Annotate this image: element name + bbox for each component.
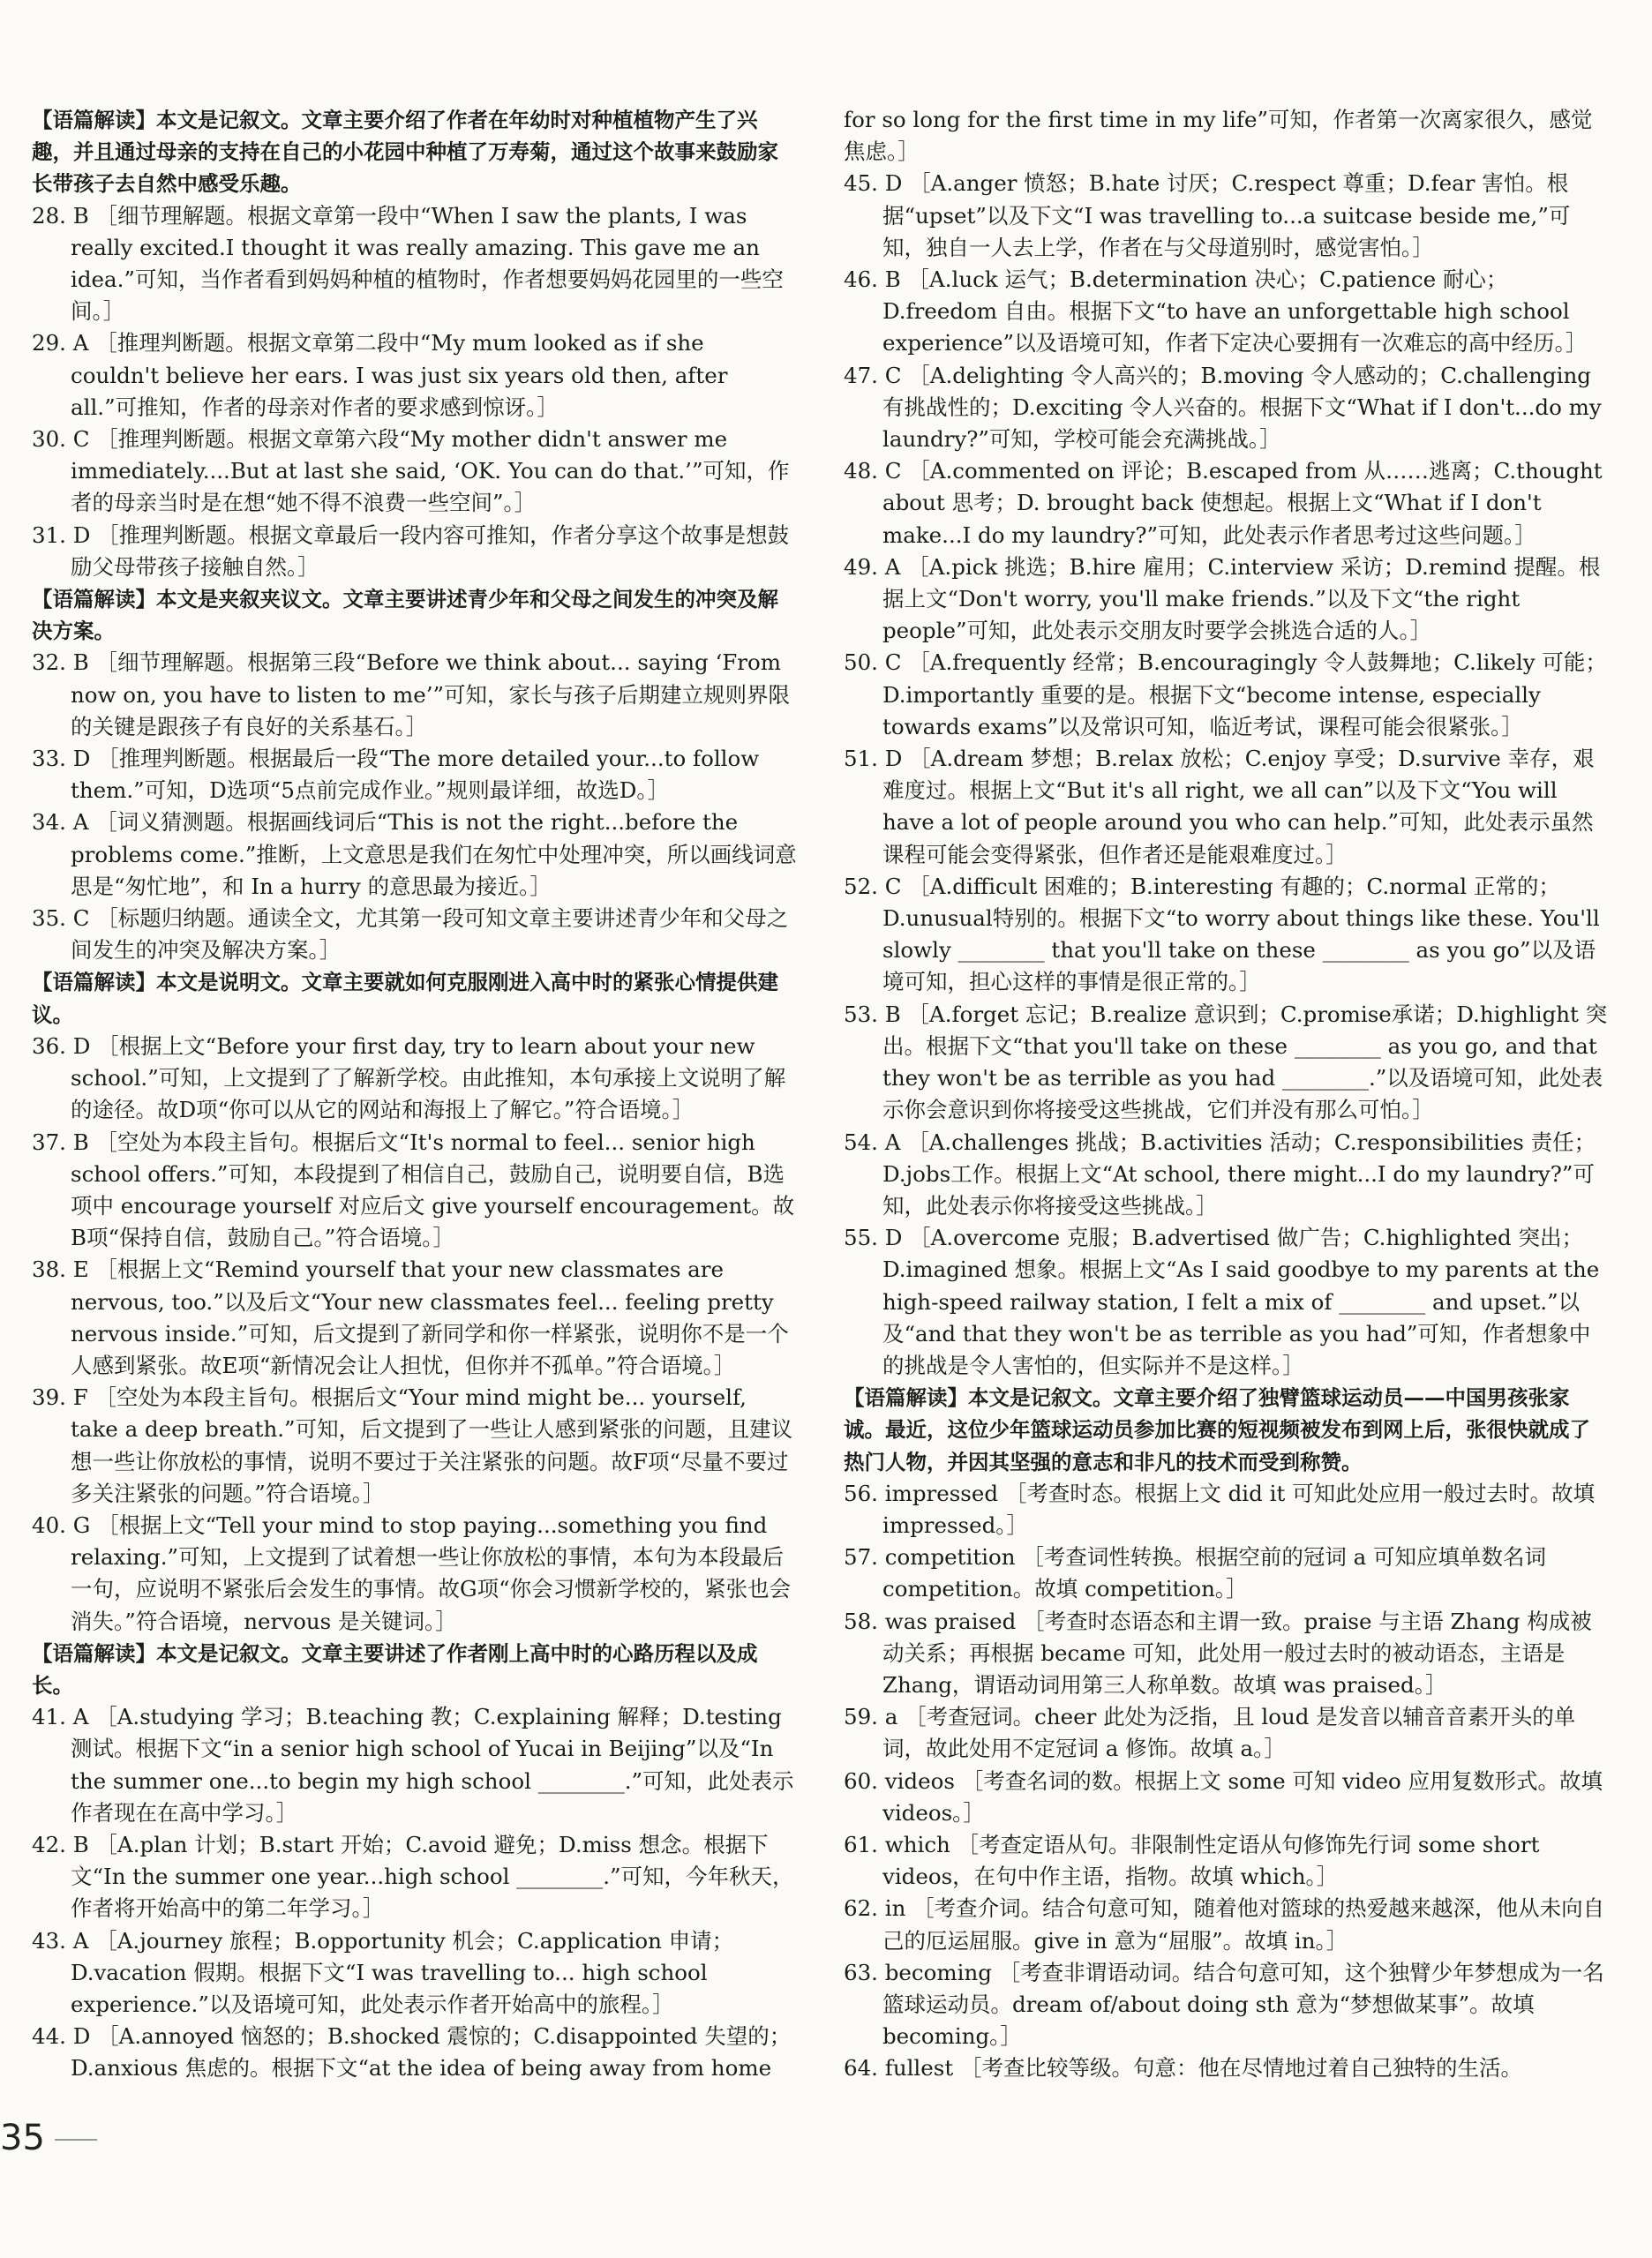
answer-item: 51. D ［A.dream 梦想；B.relax 放松；C.enjoy 享受；D.survive 幸存，艰难度过。根据上文“But it's all right, we all can”以及下文“You will have a lot of people around you who can help.”可知，此处表示虽然课程可能会变得紧张，但作者还是能艰难度过。］ — [844, 746, 1595, 867]
passage-intro-tag: 【语篇解读】 — [32, 587, 156, 612]
answer-item: 43. A ［A.journey 旅程；B.opportunity 机会；C.application 申请；D.vacation 假期。根据下文“I was travelling to... high school experience.”以及语境可知，此处表示作者开始高中的旅程。］ — [32, 1927, 734, 2017]
answer-item: 29. A ［推理判断题。根据文章第二段中“My mum looked as if she couldn't believe her ears. I was just six years old then, after all.”可推知，作者的母亲对作者的要求感到惊讶。］ — [32, 330, 728, 420]
answer-item: 41. A ［A.studying 学习；B.teaching 教；C.explaining 解释；D.testing 测试。根据下文“in a senior high school of Yucai in Beijing”以及“In the summer one...to begin my high school ________.”可知，此处表示作者现在在高中学习。］ — [32, 1704, 794, 1826]
answer-item: 55. D ［A.overcome 克服；B.advertised 做广告；C.highlighted 突出；D.imagined 想象。根据上文“As I said goodbye to my parents at the high-speed railway station, I felt a mix of ________ and upset.”以及“and that they won't be as terrible as you had”可知，作者想象中的挑战是令人害怕的，但实际并不是这样。］ — [844, 1225, 1600, 1378]
page-number: 35 — [0, 2118, 45, 2158]
answer-item: 30. C ［推理判断题。根据文章第六段“My mother didn't answer me immediately....But at last she said, ‘OK. You can do that.’”可知，作者的母亲当时是在想“她不得不浪费一些空间”。］ — [32, 426, 790, 516]
passage-intro-text: 本文是记叙文。文章主要介绍了独臂篮球运动员——中国男孩张家诚。最近，这位少年篮球运动员参加比赛的短视频被发布到网上后，张很快就成了热门人物，并因其坚强的意志和非凡的技术而受到称赞。 — [844, 1385, 1590, 1474]
answer-item: 56. impressed ［考查时态。根据上文 did it 可知此处应用一般过去时。故填 impressed。］ — [844, 1480, 1596, 1538]
answer-item: 52. C ［A.difficult 困难的；B.interesting 有趣的；C.normal 正常的；D.unusual特别的。根据下文“to worry about things like these. You'll slowly ________ that you'll take on these ________ as you go”以及语境可知，担心这样的事情是很正常的。］ — [844, 873, 1600, 995]
passage-intro — [32, 583, 798, 647]
answer-item: 63. becoming ［考查非谓语动词。结合句意可知，这个独臂少年梦想成为一名篮球运动员。dream of/about doing sth 意为“梦想做某事”。故填 becoming。］ — [844, 1959, 1604, 2050]
answer-item: 40. G ［根据上文“Tell your mind to stop paying...something you find relaxing.”可知，上文提到了试着想一些让你放松的事情，本句为本段最后一句，应说明不紧张后会发生的事情。故G项“你会习惯新学校的，紧张也会消失。”符合语境，nervous 是关键词。］ — [32, 1512, 792, 1634]
answer-item: 57. competition ［考查词性转换。根据空前的冠词 a 可知应填单数名词 competition。故填 competition。］ — [844, 1544, 1546, 1602]
answer-item: 61. which ［考查定语从句。非限制性定语从句修饰先行词 some short videos，在句中作主语，指物。故填 which。］ — [844, 1831, 1540, 1890]
left-column — [32, 104, 798, 2085]
passage-intro-text: 本文是记叙文。文章主要讲述了作者刚上高中时的心路历程以及成长。 — [32, 1640, 758, 1698]
answer-item: 47. C ［A.delighting 令人高兴的；B.moving 令人感动的；C.challenging 有挑战性的；D.exciting 令人兴奋的。根据下文“What if I don't...do my laundry?”可知，学校可能会充满挑战。］ — [844, 362, 1602, 453]
footer-rule — [55, 2139, 97, 2141]
answer-item: 53. B ［A.forget 忘记；B.realize 意识到；C.promise承诺；D.highlight 突出。根据下文“that you'll take on these ________ as you go, and that they won't be as terrible as you had ________.”以及语境可知，此处表示你会意识到你将接受这些挑战，它们并没有那么可怕。］ — [844, 1001, 1608, 1123]
answer-item: 46. B ［A.luck 运气；B.determination 决心；C.patience 耐心；D.freedom 自由。根据下文“to have an unforgettable high school experience”以及语境可知，作者下定决心要拥有一次难忘的高中经历。］ — [844, 266, 1588, 356]
answer-item: 62. in ［考查介词。结合句意可知，随着他对篮球的热爱越来越深，他从未向自己的厄运屈服。give in 意为“屈服”。故填 in。］ — [844, 1895, 1605, 1954]
answer-item: 38. E ［根据上文“Remind yourself that your new classmates are nervous, too.”以及后文“Your new classmates feel... feeling pretty nervous inside.”可知，后文提到了新同学和你一样紧张，说明你不是一个人感到紧张。故E项“新情况会让人担忧，但你并不孤单。”符合语境。］ — [32, 1257, 789, 1378]
passage-intro-text: 本文是夹叙夹议文。文章主要讲述青少年和父母之间发生的冲突及解决方案。 — [32, 587, 778, 644]
answer-item: 35. C ［标题归纳题。通读全文，尤其第一段可知文章主要讲述青少年和父母之间发生的冲突及解决方案。］ — [32, 905, 789, 964]
answer-item: 28. B ［细节理解题。根据文章第一段中“When I saw the plants, I was really excited.I thought it was really amazing. This gave me an idea.”可知，当作者看到妈妈种植的植物时，作者想要妈妈花园里的一些空间。］ — [32, 202, 784, 325]
answer-item: 36. D ［根据上文“Before your first day, try to learn about your new school.”可知，上文提到了了解新学校。由此推知，本句承接上文说明了解的途径。故D项“你可以从它的网站和海报上了解它。”符合语境。］ — [32, 1032, 786, 1123]
answer-item: 50. C ［A.frequently 经常；B.encouragingly 令人鼓舞地；C.likely 可能；D.importantly 重要的是。根据下文“become intense, especially towards exams”以及常识可知，临近考试，课程可能会很紧张。］ — [844, 649, 1607, 739]
passage-intro-tag: 【语篇解读】 — [32, 970, 156, 995]
passage-intro-text: 本文是说明文。文章主要就如何克服刚进入高中时的紧张心情提供建议。 — [32, 970, 778, 1027]
answer-item: 39. F ［空处为本段主旨句。根据后文“Your mind might be... yourself, take a deep breath.”可知，后文提到了一些让人感到紧张的问题，且建议想一些让你放松的事情，说明不要过于关注紧张的问题。故F项“尽量不要过多关注紧张的问题。”符合语境。］ — [32, 1384, 793, 1506]
passage-intro-text: 本文是记叙文。文章主要介绍了作者在年幼时对种植植物产生了兴趣，并且通过母亲的支持在自己的小花园中种植了万寿菊，通过这个故事来鼓励家长带孩子去自然中感受乐趣。 — [32, 108, 778, 197]
passage-intro — [844, 1382, 1610, 1478]
passage-intro-tag: 【语篇解读】 — [844, 1385, 968, 1411]
passage-intro — [32, 966, 798, 1030]
answer-item: 58. was praised ［考查时态语态和主谓一致。praise 与主语 Zhang 构成被动关系；再根据 became 可知，此处用一般过去时的被动语态，主语是 Zhang，谓语动词用第三人称单数。故填 was praised。］ — [844, 1608, 1592, 1698]
answer-item: 59. a ［考查冠词。cheer 此处为泛指，且 loud 是发音以辅音音素开头的单词，故此处用不定冠词 a 修饰。故填 a。］ — [844, 1704, 1576, 1762]
answer-item: 34. A ［词义猜测题。根据画线词后“This is not the right...before the problems come.”推断，上文意思是我们在匆忙中处理冲突，所以画线词意思是“匆忙地”，和 In a hurry 的意思最为接近。］ — [32, 809, 797, 899]
answer-continuation: for so long for the first time in my life”可知，作者第一次离家很久，感觉焦虑。］ — [844, 107, 1593, 165]
answer-item: 44. D ［A.annoyed 恼怒的；B.shocked 震惊的；C.disappointed 失望的；D.anxious 焦虑的。根据下文“at the idea of being away from home — [32, 2023, 792, 2082]
passage-intro — [32, 1638, 798, 1701]
answer-item: 54. A ［A.challenges 挑战；B.activities 活动；C.responsibilities 责任；D.jobs工作。根据上文“At school, there might...I do my laundry?”可知，此处表示你将接受这些挑战。］ — [844, 1129, 1596, 1219]
passage-intro-tag: 【语篇解读】 — [32, 1640, 156, 1666]
answer-item: 45. D ［A.anger 愤怒；B.hate 讨厌；C.respect 尊重；D.fear 害怕。根据“upset”以及下文“I was travelling to...a suitcase beside me,”可知，独自一人去上学，作者在与父母道别时，感觉害怕。］ — [844, 170, 1571, 260]
answer-item: 48. C ［A.commented on 评论；B.escaped from 从……逃离；C.thought about 思考；D. brought back 使想起。根据上文“What if I don't make...I do my laundry?”可知，此处表示作者思考过这些问题。］ — [844, 458, 1603, 548]
answer-item: 33. D ［推理判断题。根据最后一段“The more detailed your...to follow them.”可知，D选项“5点前完成作业。”规则最详细，故选D。］ — [32, 746, 760, 804]
passage-intro — [32, 104, 798, 200]
answer-item: 49. A ［A.pick 挑选；B.hire 雇用；C.interview 采访；D.remind 提醒。根据上文“Don't worry, you'll make friends.”以及下文“the right people”可知，此处表示交朋友时要学会挑选合适的人。］ — [844, 553, 1601, 644]
answer-item: 42. B ［A.plan 计划；B.start 开始；C.avoid 避免；D.miss 想念。根据下文“In the summer one year...high school ________.”可知，今年秋天，作者将开始高中的第二年学习。］ — [32, 1831, 794, 1922]
right-column — [844, 104, 1610, 2085]
answer-item: 31. D ［推理判断题。根据文章最后一段内容可推知，作者分享这个故事是想鼓励父母带孩子接触自然。］ — [32, 521, 790, 580]
answer-item: 60. videos ［考查名词的数。根据上文 some 可知 video 应用复数形式。故填 videos。］ — [844, 1767, 1603, 1826]
answer-item: 37. B ［空处为本段主旨句。根据后文“It's normal to feel... senior high school offers.”可知，本段提到了相信自己，鼓励自己，说明要自信，B选项中 encourage yourself 对应后文 give yourself encouragement。故B项“保持自信，鼓励自己。”符合语境。］ — [32, 1129, 795, 1251]
passage-intro-tag: 【语篇解读】 — [32, 108, 156, 132]
answer-item: 32. B ［细节理解题。根据第三段“Before we think about... saying ‘From now on, you have to listen to me’”可知，家长与孩子后期建立规则界限的关键是跟孩子有良好的关系基石。］ — [32, 649, 791, 739]
answer-item: 64. fullest ［考查比较等级。句意：他在尽情地过着自己独特的生活。 — [844, 2055, 1522, 2082]
